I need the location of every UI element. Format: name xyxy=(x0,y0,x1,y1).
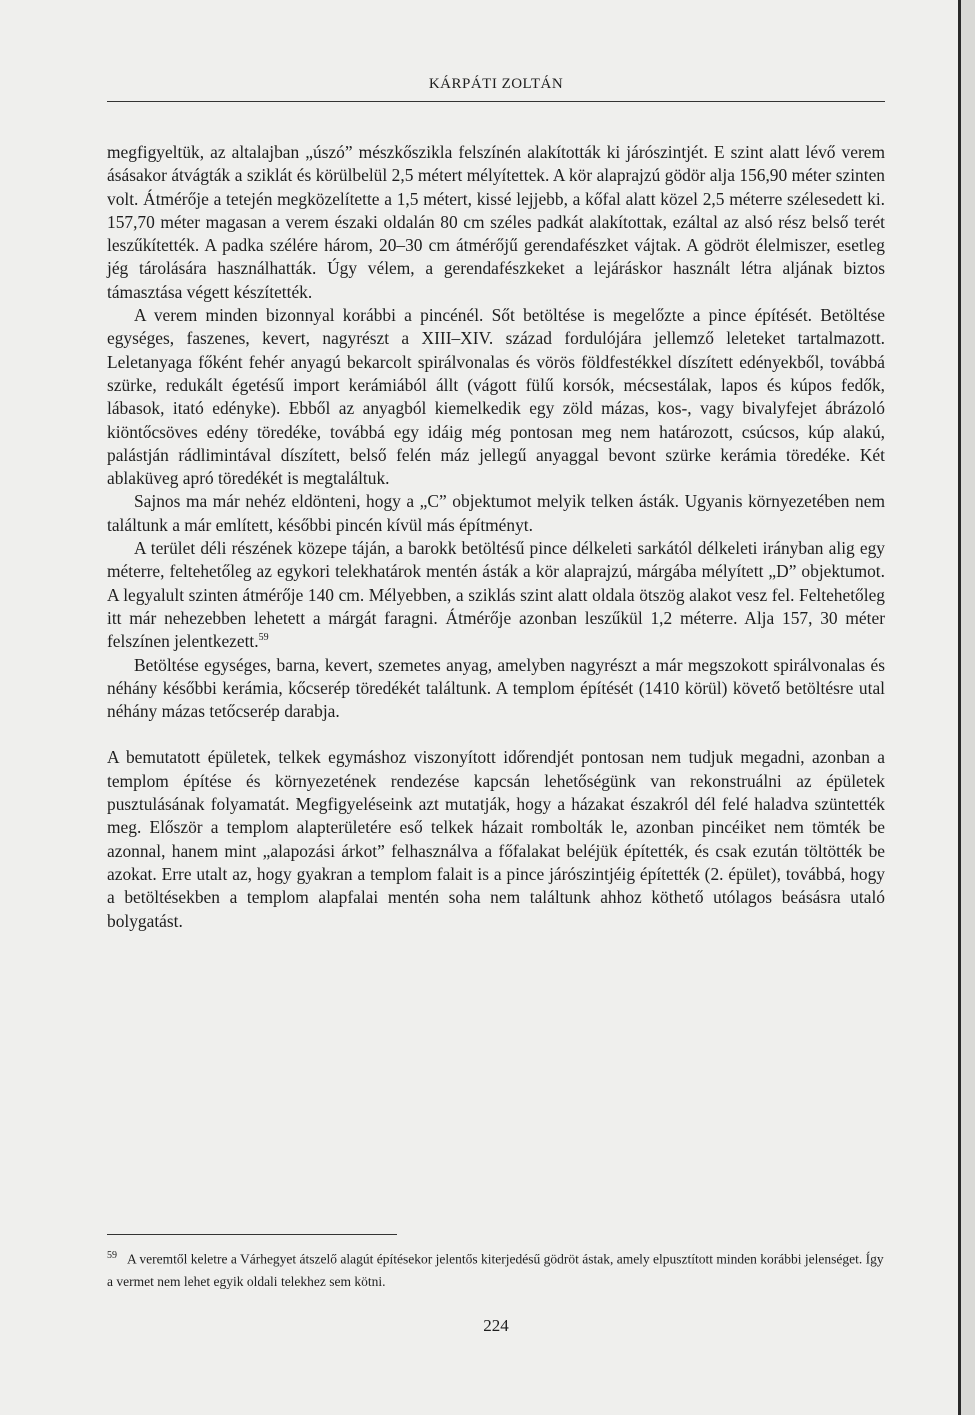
body-text xyxy=(107,141,885,933)
paragraph-1: megfigyeltük, az altalajban „úszó” mészkőszikla felszínén alakították ki járószintjét. E szint alatt lévő verem ásásakor átvágták a sziklát és körülbelül 2,5 métert mélyítettek. A kör alaprajzú gödör alja 156,90 méter szinten volt. Átmérője a tetején megközelítette a 1,5 métert, kissé lejjebb, a kőfal alatt közel 2,5 méterre szélesedett ki. 157,70 méter magasan a verem északi oldalán 80 cm széles padkát alakítottak, ezáltal az alsó rész belső terét leszűkítették. A padka szélére három, 20–30 cm átmérőjű gerendafészket vájtak. A gödröt élelmiszer, esetleg jég tárolására használhatták. Úgy vélem, a gerendafészkeket a lejáráskor használt létra aljának biztos támasztása végett készítették. xyxy=(107,142,885,302)
footnote-number: 59 xyxy=(107,1250,117,1261)
paragraph-4-text: A terület déli részének közepe táján, a barokk betöltésű pince délkeleti sarkától délkeleti irányban alig egy méterre, feltehetőleg az egykori telekhatárok mentén ásták a kör alaprajzú, márgába mélyített „D” objektumot. A legyalult szinten átmérője 140 cm. Mélyebben, a sziklás szint alatt oldala ötszög alakot vesz fel. Feltehetőleg itt már nehezebben lehetett a márgát faragni. Átmérője azonban leszűkül 1,2 méterre. Alja 157, 30 méter felszínen jelentkezett. xyxy=(107,538,885,652)
paragraph-4 xyxy=(107,537,885,653)
running-header: KÁRPÁTI ZOLTÁN xyxy=(428,76,564,92)
footnote xyxy=(107,1245,885,1293)
page-number: 224 xyxy=(483,1316,509,1335)
paragraph-6: A bemutatott épületek, telkek egymáshoz viszonyított időrendjét pontosan nem tudjuk megadni, azonban a templom építése és környezetének rendezése kapcsán lehetőségünk van rekonstruálni az épületek pusztulásának folyamatát. Megfigyeléseink azt mutatják, hogy a házakat északról dél felé haladva szüntették meg. Először a templom alapterületére eső telkek házait rombolták le, azonban pincéiket nem tömték be azonnal, hanem mint „alapozási árkot” felhasználva a főfalakat beléjük építették, és csak ezután töltötték be azokat. Erre utalt az, hogy gyakran a templom falait is a pince járószintjéig építették (2. épület), továbbá, hogy a betöltésekben a templom alapfalai mentén soha nem találtunk ahhoz köthető utólagos beásásra utaló bolygatást. xyxy=(107,747,885,931)
footnote-rule xyxy=(107,1234,397,1235)
paragraph-3: Sajnos ma már nehéz eldönteni, hogy a „C” objektumot melyik telken ásták. Ugyanis környezetében nem találtunk a már említett, későbbi pincén kívül más építményt. xyxy=(107,491,885,535)
scan-margin xyxy=(961,0,975,1415)
paragraph-2: A verem minden bizonnyal korábbi a pincénél. Sőt betöltése is megelőzte a pince építését. Betöltése egységes, faszenes, kevert, nagyrészt a XIII–XIV. század fordulójára jellemző leleteket tartalmazott. Leletanyaga főként fehér anyagú bekarcolt spirálvonalas és vörös földfestékkel díszített edényekből, továbbá szürke, redukált égetésű import kerámiából állt (vágott fülű korsók, mécsestálak, lapos és kúpos fedők, lábasok, itató edényke). Ebből az anyagból kiemelkedik egy zöld mázas, kos-, vagy bivalyfejet ábrázoló kiöntőcsöves edény töredéke, továbbá egy idáig még pontosan meg nem határozott, csúcsos, kúp alakú, palástján rádlimintával díszített, belső felén máz jellegű anyaggal bevont szürke kerámia töredéke. Két ablaküveg apró töredékét is megtaláltuk. xyxy=(107,305,885,489)
paragraph-5: Betöltése egységes, barna, kevert, szemetes anyag, amelyben nagyrészt a már megszokott spirálvonalas és néhány későbbi kerámia, kőcserép töredékét találtunk. A templom építését (1410 körül) követő betöltésre utal néhány mázas tetőcserép darabja. xyxy=(107,654,885,722)
header-rule xyxy=(107,101,885,102)
footnote-reference[interactable]: 59 xyxy=(258,632,269,644)
footnote-text: A veremtől keletre a Várhegyet átszelő alagút építésekor jelentős kiterjedésű gödröt ástak, amely elpusztított minden korábbi jelenséget. Így a vermet nem lehet egyik oldali telekhez sem kötni. xyxy=(107,1251,884,1289)
